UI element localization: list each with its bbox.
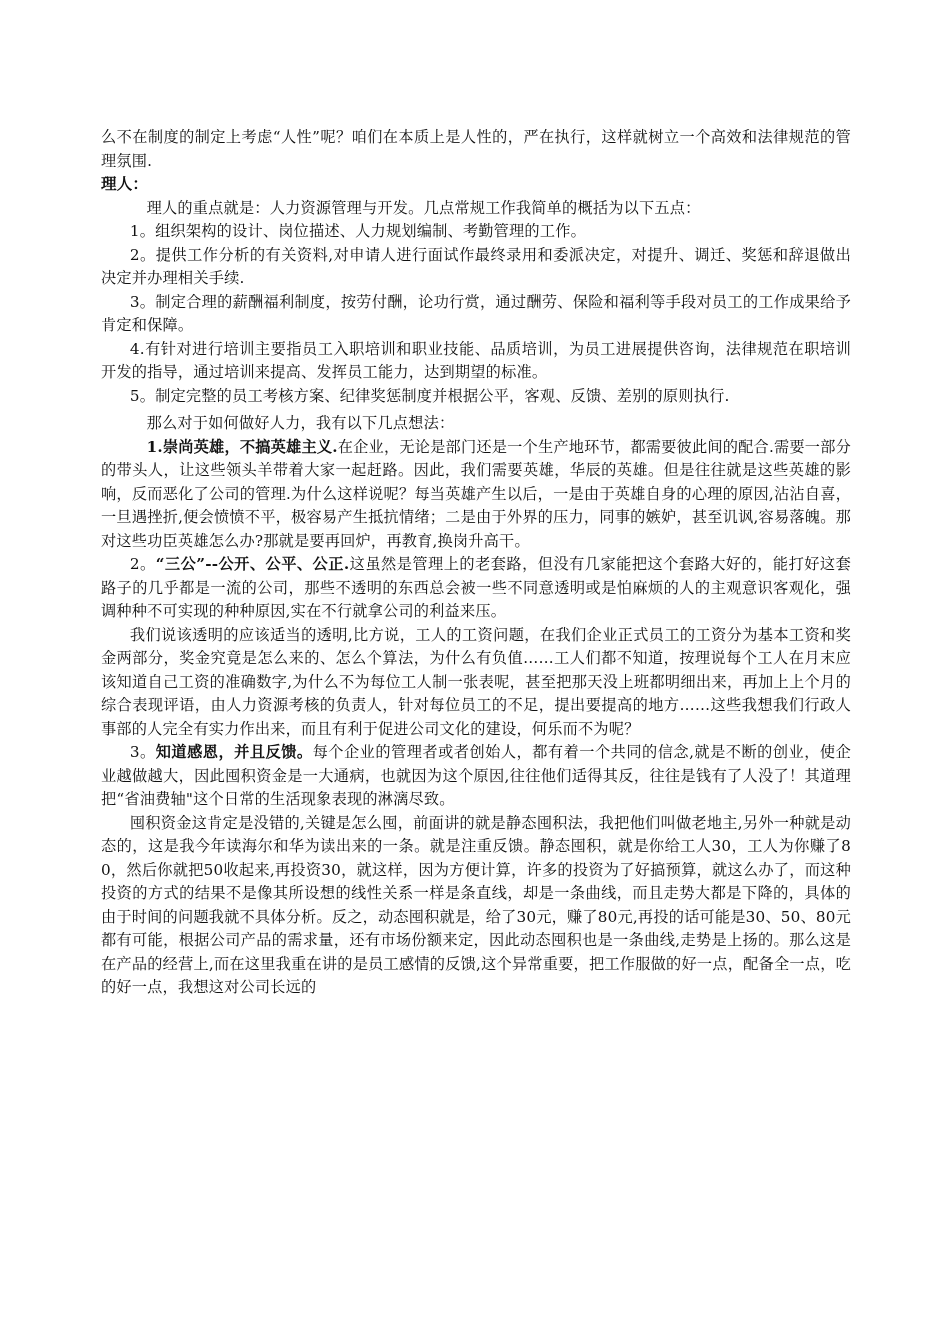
intro-paragraph: 么不在制度的制定上考虑“人性”呢？咱们在本质上是人性的，严在执行，这样就树立一个高效和法律规范的管理氛围.	[101, 128, 851, 170]
point-2-paragraph	[101, 553, 851, 624]
point-1-text: 在企业，无论是部门还是一个生产地环节，都需要彼此间的配合.需要一部分的带头人，让这些领头羊带着大家一起赶路。因此，我们需要英雄，华辰的英雄。但是往往就是这些英雄的影响，反而恶化了公司的管理.为什么这样说呢？每当英雄产生以后，一是由于英雄自身的心理的原因,沾沾自喜，一旦遇挫折,便会愤愤不平，极容易产生抵抗情绪；二是由于外界的压力，同事的嫉妒，甚至讥讽,容易落魄。那对这些功臣英雄怎么办?那就是要再回炉，再教育,换岗升高干。	[101, 437, 851, 550]
document-page	[101, 126, 851, 1000]
list-item-4: 4.有针对进行培训主要指员工入职培训和职业技能、品质培训，为员工进展提供咨询，法律规范在职培训开发的指导，通过培训来提高、发挥员工能力，达到期望的标准。	[101, 339, 851, 381]
point-3-text: 每个企业的管理者或者创始人，都有着一个共同的信念,就是不断的创业，使企业越做越大，因此囤积资金是一大通病，也就因为这个原因,往往他们适得其反，往往是钱有了人没了！其道理把“省油费轴"这个日常的生活现象表现的淋漓尽致。	[101, 743, 851, 808]
point-2-title: “三公”--公开、公平、公正.	[155, 555, 350, 573]
thoughts-intro-paragraph: 那么对于如何做好人力，我有以下几点想法：	[146, 414, 455, 432]
point-2-number: 2。	[129, 555, 156, 573]
section-heading-liren: 理人：	[101, 175, 149, 193]
transparency-paragraph: 我们说该透明的应该适当的透明,比方说，工人的工资问题，在我们企业正式员工的工资分为基本工资和奖金两部分，奖金究竟是怎么来的、怎么个算法，为什么有负值……工人们都不知道，按理说每个工人在月末应该知道自己工资的准确数字,为什么不为每位工人制一张表呢，甚至把那天没上班都明细出来，再加上上个月的综合表现评语，由人力资源考核的负责人，针对每位员工的不足，提出要提高的地方……这些我想我们行政人事部的人完全有实力作出来，而且有利于促进公司文化的建设，何乐而不为呢？	[101, 625, 851, 738]
point-1-title: 1.崇尚英雄，不搞英雄主义.	[146, 437, 338, 456]
point-3-title: 知道感恩，并且反馈。	[155, 743, 313, 761]
list-item-1: 1。组织架构的设计、岗位描述、人力规划编制、考勤管理的工作。	[129, 222, 586, 240]
list-item-3: 3。制定合理的薪酬福利制度，按劳付酬，论功行赏，通过酬劳、保险和福利等手段对员工的工作成果给予肯定和保障。	[101, 292, 851, 334]
liren-intro-paragraph: 理人的重点就是：人力资源管理与开发。几点常规工作我简单的概括为以下五点：	[146, 198, 701, 217]
list-item-2: 2。提供工作分析的有关资料,对申请人进行面试作最终录用和委派决定，对提升、调迁、奖惩和辞退做出决定并办理相关手续.	[101, 245, 851, 287]
list-item-5: 5。制定完整的员工考核方案、纪律奖惩制度并根据公平，客观、反馈、差别的原则执行.	[129, 386, 730, 405]
point-3-paragraph	[101, 741, 851, 812]
point-1-paragraph	[101, 436, 851, 554]
point-3-number: 3。	[129, 743, 156, 761]
point-2-text: 这虽然是管理上的老套路，但没有几家能把这个套路大好的，能打好这套路子的几乎都是一流的公司，那些不透明的东西总会被一些不同意透明或是怕麻烦的人的主观意识客观化，强调种种不可实现的种种原因,实在不行就拿公司的利益来压。	[101, 555, 851, 620]
hoarding-paragraph: 囤积资金这肯定是没错的,关键是怎么囤，前面讲的就是静态囤积法，我把他们叫做老地主,另外一种就是动态的，这是我今年读海尔和华为读出来的一条。就是注重反馈。静态囤积，就是你给工人30，工人为你赚了80，然后你就把50收起来,再投资30，就这样，因为方便计算，许多的投资为了好搞预算，就这么办了，而这种投资的方式的结果不是像其所设想的线性关系一样是条直线，却是一条曲线，而且走势大都是下降的，具体的由于时间的问题我就不具体分析。反之，动态囤积就是，给了30元，赚了80元,再投的话可能是30、50、80元都有可能，根据公司产品的需求量，还有市场份额来定，因此动态囤积也是一条曲线,走势是上扬的。那么这是在产品的经营上,而在这里我重在讲的是员工感情的反馈,这个异常重要，把工作服做的好一点，配备全一点，吃的好一点，我想这对公司长远的	[101, 813, 851, 996]
